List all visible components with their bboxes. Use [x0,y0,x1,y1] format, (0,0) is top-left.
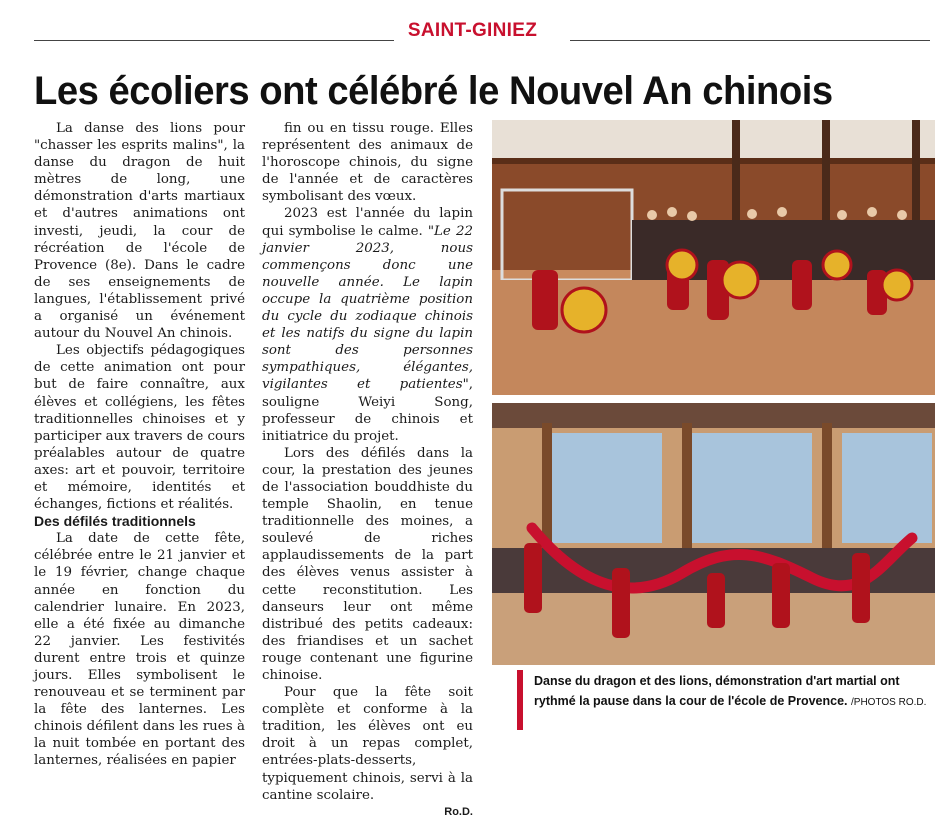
quote-text: Le 22 janvier 2023, nous commençons donc une nouvelle année. Le lapin occupe la quatrième position du cycle du zodiaque chinois et les natifs du signe du lapin sont des personnes sympathiques, élégantes, vigilantes et patientes [262,223,473,393]
dragon-dance-illustration [492,403,935,665]
subheading: Des défilés traditionnels [34,513,196,530]
article-column-1 [34,120,245,770]
paragraph: La danse des lions pour "chasser les esprits malins", la danse du dragon de huit mètres de long, une démonstration d'arts martiaux et d'autres animations ont investi, jeudi, la cour de récréation de l'école de Provence (8e). Dans le cadre de ses enseignements de langues, l'établissement privé a organisé un événement autour du Nouvel An chinois. [34,121,245,342]
photo-credit: /PHOTOS RO.D. [851,697,927,708]
author-signature: Ro.D. [444,805,473,818]
photo-dragon-dance [492,403,935,665]
paragraph-text: 2023 est l'année du lapin qui symbolise le calme. " [262,206,473,239]
paragraph: fin ou en tissu rouge. Elles représentent des animaux de l'horoscope chinois, du signe de l'année et de caractères symbolisant des vœux. [262,121,473,205]
article-column-2 [262,120,473,821]
photo-lion-dance [492,120,935,395]
section-tag: SAINT-GINIEZ [407,20,538,41]
paragraph-with-quote [262,205,473,444]
lion-dance-illustration [492,120,935,395]
caption-text: Danse du dragon et des lions, démonstration d'art martial ont rythmé la pause dans la cour de l'école de Provence. [534,674,900,708]
paragraph: La date de cette fête, célébrée entre le 21 janvier et le 19 février, change chaque année en fonction du calendrier lunaire. En 2023, elle a été fixée au dimanche 22 janvier. Les festivités durent entre trois et quinze jours. Elles symbolisent le renouveau et se terminent par la fête des lanternes. Les chinois défilent dans les rues à la nuit tombée en portant des lanternes, réalisées en papier [34,531,245,769]
paragraph: Pour que la fête soit complète et conforme à la tradition, les élèves ont eu droit à un repas complet, entrées-plats-desserts, typiquement chinois, servi à la cantine scolaire. [262,685,473,803]
caption-accent-bar [517,670,523,730]
photo-caption [534,671,934,713]
paragraph: Lors des défilés dans la cour, la prestation des jeunes de l'association bouddhiste du temple Shaolin, en tenue traditionnelle des moines, a soulevé de riches applaudissements de la part des élèves venus assister à cette reconstitution. Les danseurs leur ont même distribué des petits cadeaux: des friandises et un sachet rouge contenant une figurine chinoise. [262,445,473,683]
paragraph: Les objectifs pédagogiques de cette animation ont pour but de faire connaître, aux élèves et collégiens, les fêtes traditionnelles chinoises et y participer aux travers de cours préalables autour de quatre axes: art et pouvoir, territoire et mémoire, identités et échanges, fictions et réalités. [34,343,245,513]
paragraph-text: ", souligne Weiyi Song, professeur de chinois et initiatrice du projet. [262,377,473,444]
headline: Les écoliers ont célébré le Nouvel An chinois [34,69,833,113]
